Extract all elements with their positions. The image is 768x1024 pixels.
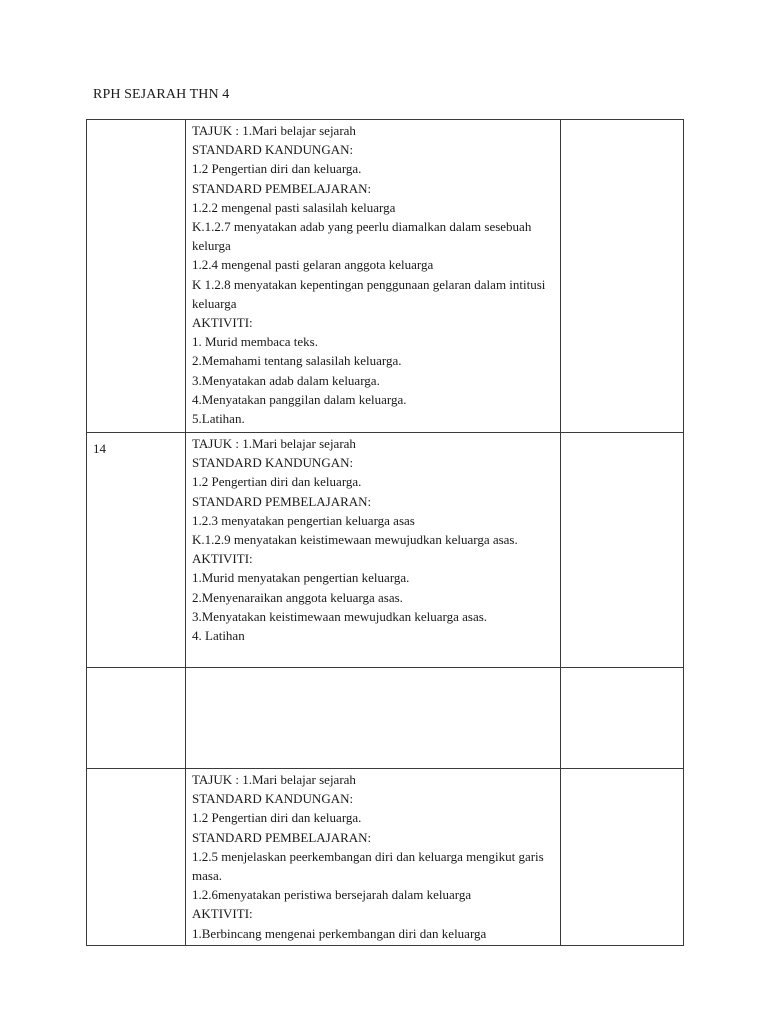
activity-item: 1.Berbincang mengenai perkembangan diri dan keluarga [192, 925, 487, 941]
learning-standard-item: 1.2.6menyatakan peristiwa bersejarah dalam keluarga [192, 887, 472, 903]
learning-standard-item: K.1.2.7 menyatakan adab yang peerlu diamalkan dalam sesebuah kelurga [192, 219, 532, 254]
activity-item: 5.Latihan. [192, 411, 245, 427]
content-standard-heading: STANDARD KANDUNGAN: [192, 142, 354, 158]
learning-standard-item: 1.2.5 menjelaskan peerkembangan diri dan keluarga mengikut garis masa. [192, 848, 544, 884]
activity-item: 4. Latihan [192, 628, 245, 644]
table-row [87, 120, 684, 433]
notes-cell [561, 668, 684, 769]
table-row [87, 433, 684, 668]
activity-heading: AKTIVITI: [192, 551, 253, 567]
lesson-plan-table [86, 119, 684, 946]
week-cell [87, 769, 186, 946]
lesson-content-cell [186, 433, 561, 668]
activity-heading: AKTIVITI: [192, 906, 253, 922]
content-standard-text: 1.2 Pengertian diri dan keluarga. [192, 161, 362, 177]
activity-item: 1.Murid menyatakan pengertian keluarga. [192, 570, 410, 586]
table-row [87, 668, 684, 769]
lesson-content-cell [186, 668, 561, 769]
learning-standard-heading: STANDARD PEMBELAJARAN: [192, 829, 372, 845]
notes-cell [561, 120, 684, 433]
week-cell [87, 120, 186, 433]
topic-line: TAJUK : 1.Mari belajar sejarah [192, 772, 356, 787]
activity-item: 1. Murid membaca teks. [192, 334, 318, 350]
document-title: RPH SEJARAH THN 4 [93, 87, 230, 102]
week-cell: 14 [87, 433, 186, 668]
learning-standard-heading: STANDARD PEMBELAJARAN: [192, 493, 372, 509]
notes-cell [561, 433, 684, 668]
learning-standard-item: 1.2.2 mengenal pasti salasilah keluarga [192, 199, 396, 215]
activity-heading: AKTIVITI: [192, 315, 253, 331]
activity-item: 3.Menyatakan keistimewaan mewujudkan keluarga asas. [192, 608, 488, 624]
learning-standard-item: 1.2.3 menyatakan pengertian keluarga asas [192, 512, 415, 528]
learning-standard-heading: STANDARD PEMBELAJARAN: [192, 180, 372, 196]
week-cell [87, 668, 186, 769]
topic-line: TAJUK : 1.Mari belajar sejarah [192, 123, 356, 138]
content-standard-text: 1.2 Pengertian diri dan keluarga. [192, 810, 362, 826]
learning-standard-item: K 1.2.8 menyatakan kepentingan penggunaan gelaran dalam intitusi keluarga [192, 276, 546, 311]
activity-item: 2.Menyenaraikan anggota keluarga asas. [192, 589, 403, 605]
activity-item: 3.Menyatakan adab dalam keluarga. [192, 372, 380, 388]
content-standard-text: 1.2 Pengertian diri dan keluarga. [192, 474, 362, 490]
activity-item: 2.Memahami tentang salasilah keluarga. [192, 353, 402, 369]
table-row [87, 769, 684, 946]
topic-line: TAJUK : 1.Mari belajar sejarah [192, 436, 356, 451]
activity-item: 4.Menyatakan panggilan dalam keluarga. [192, 391, 407, 407]
learning-standard-item: K.1.2.9 menyatakan keistimewaan mewujudkan keluarga asas. [192, 532, 518, 548]
lesson-content-cell [186, 769, 561, 946]
learning-standard-item: 1.2.4 mengenal pasti gelaran anggota keluarga [192, 257, 434, 273]
content-standard-heading: STANDARD KANDUNGAN: [192, 455, 354, 471]
content-standard-heading: STANDARD KANDUNGAN: [192, 791, 354, 807]
lesson-content-cell [186, 120, 561, 433]
notes-cell [561, 769, 684, 946]
